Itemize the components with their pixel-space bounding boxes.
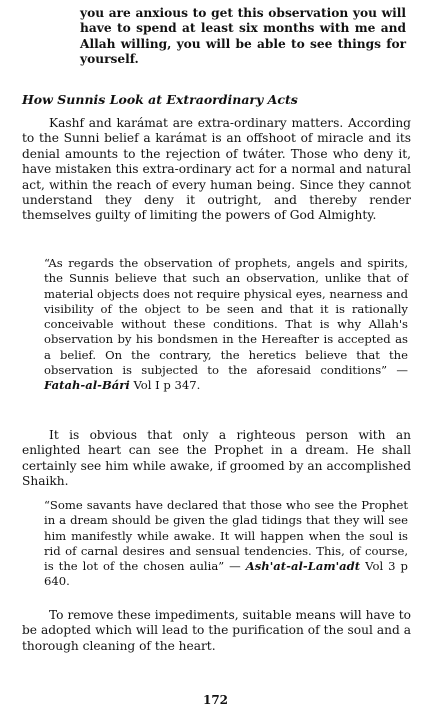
quote-source: Fatah-al-Bári xyxy=(44,378,130,393)
body-paragraph-impediments: To remove these impediments, suitable means will have to be adopted which will lead to the purification of the soul and a thorough cleaning of the heart. xyxy=(22,608,411,653)
page-number: 172 xyxy=(202,693,229,707)
body-paragraph-prophet-dream: It is obvious that only a righteous person with an enlighted heart can see the Prophet in a dream. He shall certainly see him while awake, if groomed by an accomplished Shaikh. xyxy=(22,428,411,489)
quote-text: “Some savants have declared that those who see the Prophet in a dream should be given the glad tidings that they will see him manifestly while awake. It will happen when the soul is rid of carnal desires and sensual tendencies. This, of course, is the lot of the chosen aulia” — xyxy=(44,498,408,574)
quote-text: “As regards the observation of prophets, angels and spirits, the Sunnis believe that such an observation, unlike that of material objects does not require physical eyes, nearness and visibility of the object to be seen and that it is rationally conceivable without these conditions. That is why Allah's observation by his bondsmen in the Hereafter is accepted as a belief. On the contrary, the heretics believe that the observation is subjected to the aforesaid conditions” — xyxy=(44,256,408,378)
intro-paragraph: you are anxious to get this observation you will have to spend at least six months with me and Allah willing, you will be able to see things for yourself. xyxy=(80,6,406,67)
body-paragraph-karamat: Kashf and karámat are extra-ordinary matters. According to the Sunni belief a karámat is an offshoot of miracle and its denial amounts to the rejection of twáter. Those who deny it, have mistaken this extra-ordinary act for a normal and natural act, within the reach of every human being. Since they cannot understand they deny it outright, and thereby render themselves guilty of limiting the powers of God Almighty. xyxy=(22,116,411,223)
quote-reference: Vol I p 347. xyxy=(129,378,201,393)
quote-fatah-al-bari xyxy=(44,256,408,394)
quote-reference: Vol 3 p 640. xyxy=(44,559,408,589)
quote-ashat-al-lamadt xyxy=(44,498,408,590)
section-heading: How Sunnis Look at Extraordinary Acts xyxy=(22,92,298,107)
quote-source: Ash'at-al-Lam'adt xyxy=(245,559,361,574)
